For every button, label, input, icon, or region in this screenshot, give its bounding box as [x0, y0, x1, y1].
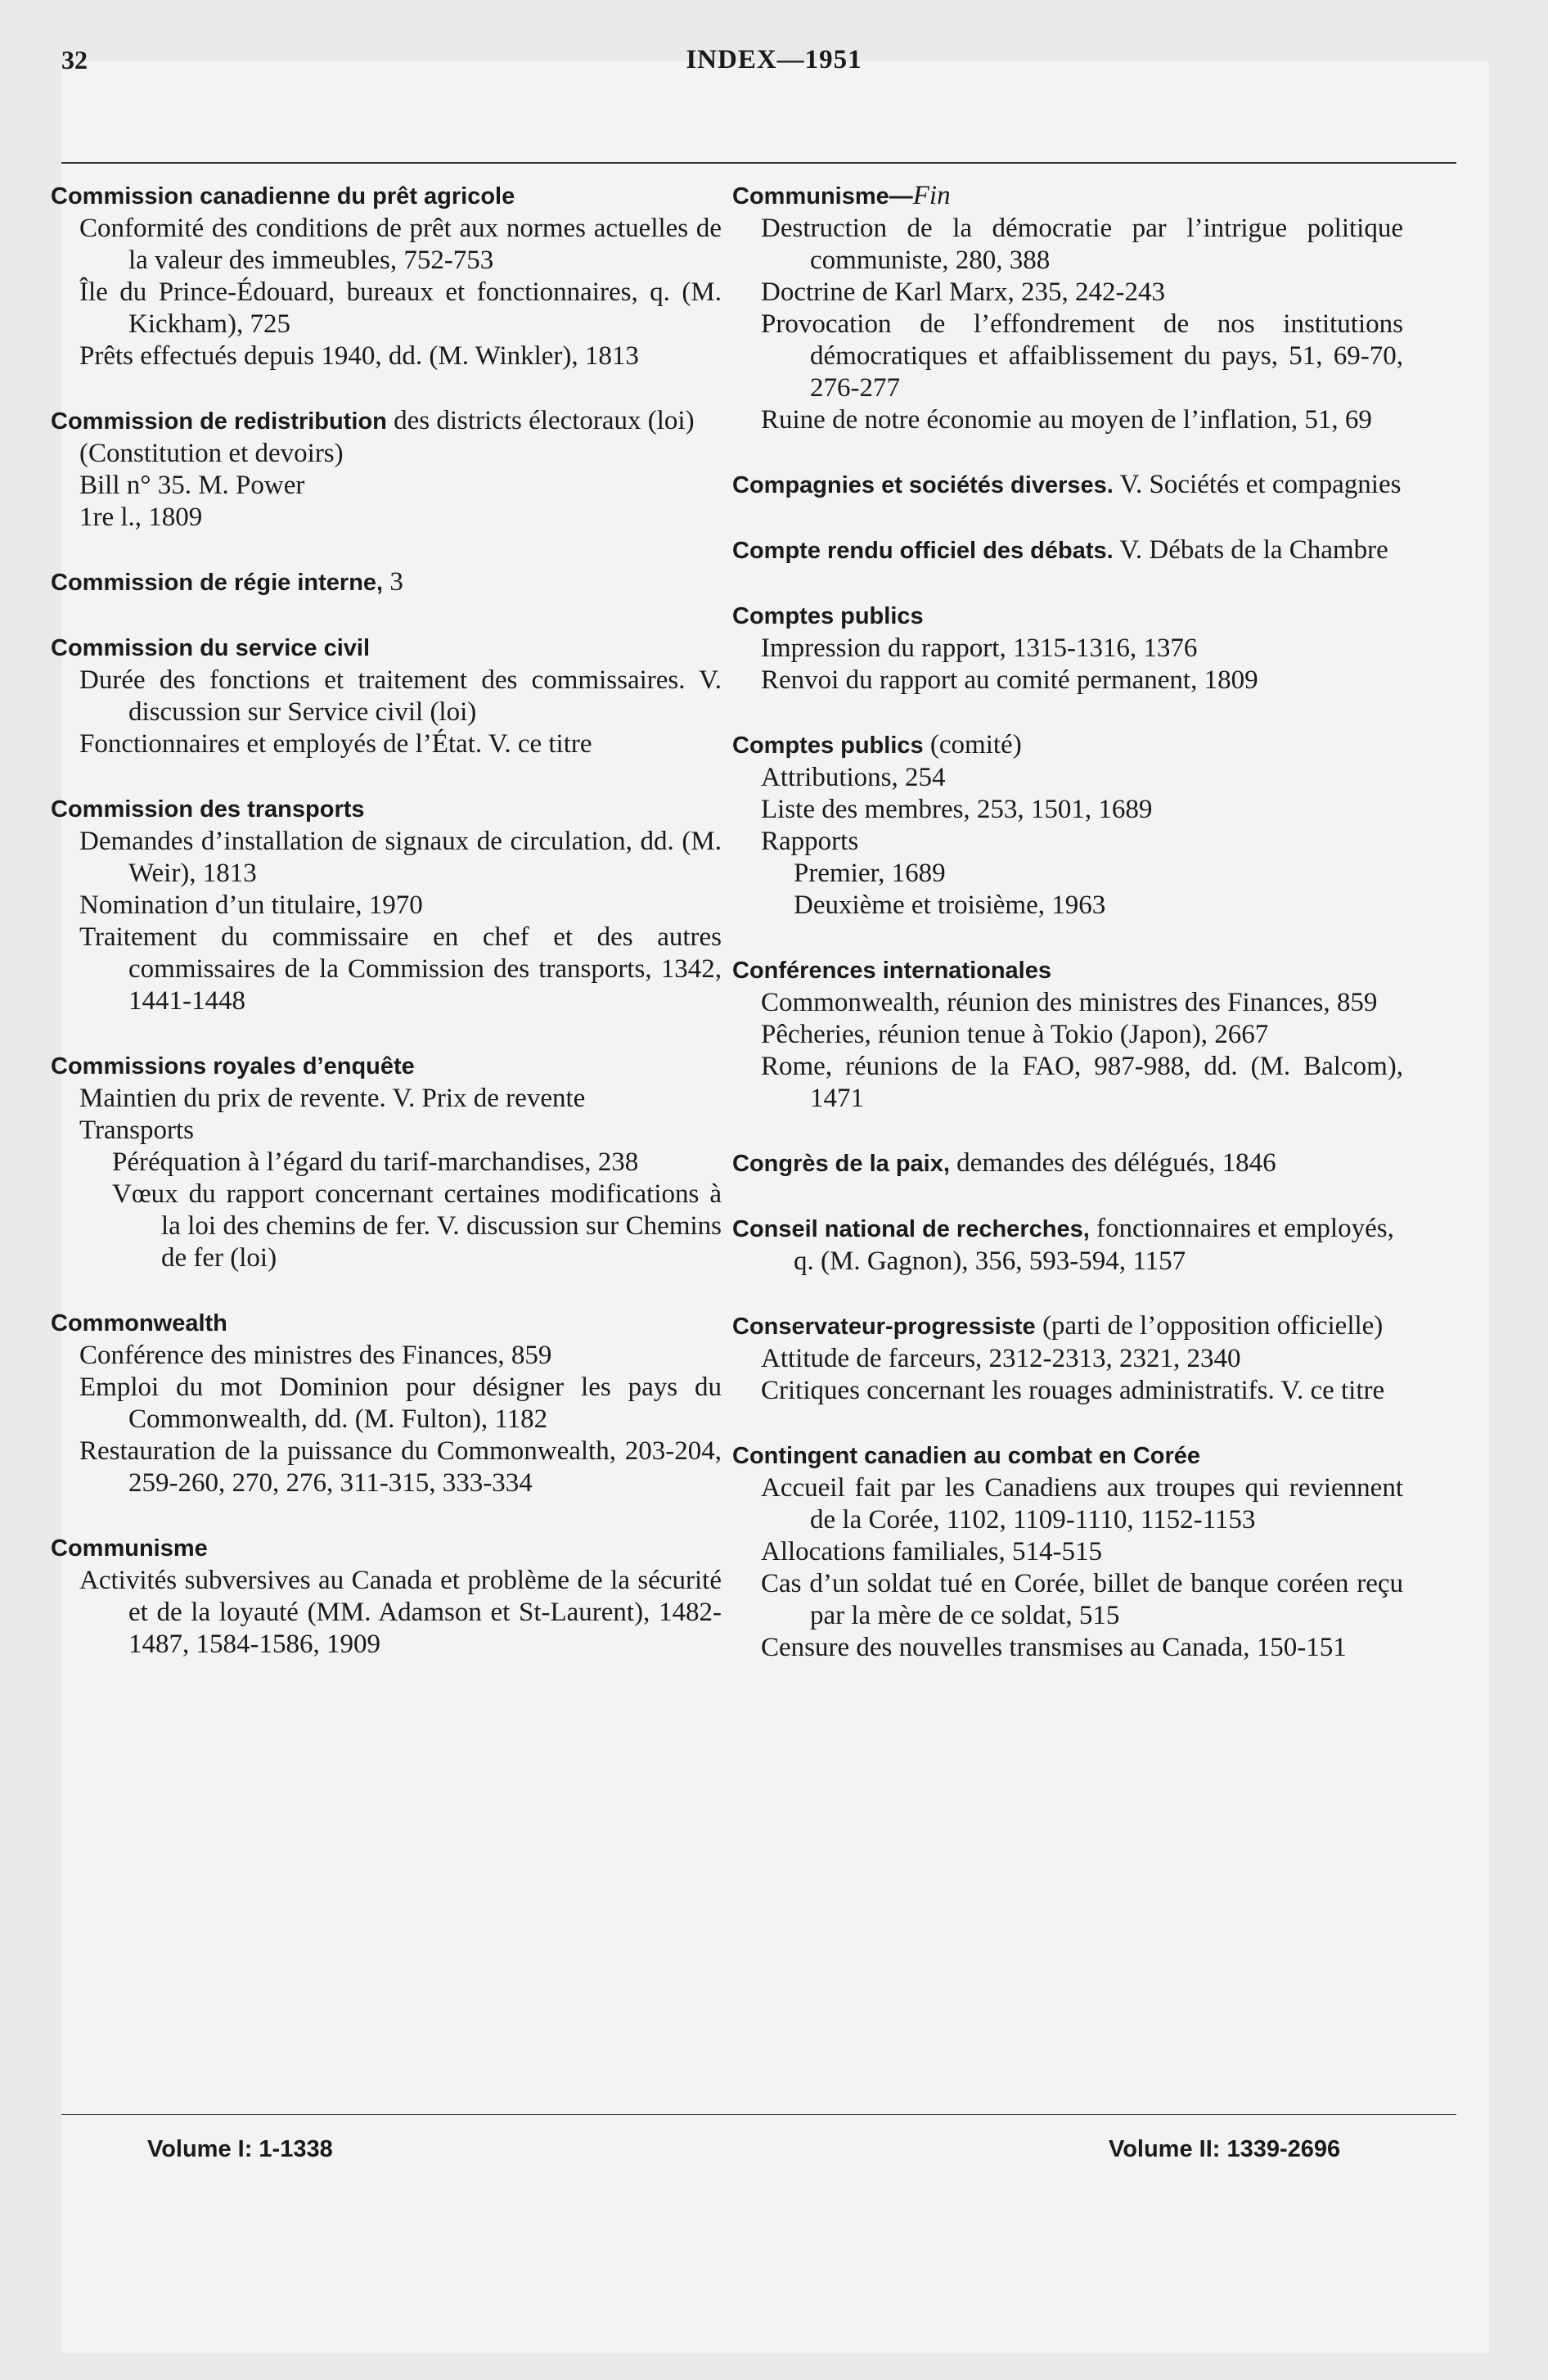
entry-heading-line — [51, 632, 722, 665]
entry-subheading: Maintien du prix de revente. V. Prix de revente — [79, 1084, 586, 1113]
entry-heading-italic: Fin — [912, 181, 951, 210]
entry-heading-line — [732, 1440, 1403, 1472]
entry-subheading: Transports — [79, 1116, 194, 1145]
entry-heading: Commission des transports — [51, 796, 365, 823]
entry-heading-line — [732, 469, 1403, 502]
index-entry — [51, 566, 722, 599]
index-entry — [51, 1050, 722, 1274]
entry-heading-tail: fonctionnaires et employés, q. (M. Gagnon), 356, 593-594, 1157 — [794, 1214, 1394, 1276]
entry-heading-line — [51, 180, 722, 213]
footer-rule — [61, 2114, 1456, 2115]
entry-heading-line — [51, 1532, 722, 1565]
entry-heading: Conseil national de recherches, — [732, 1216, 1090, 1242]
entry-heading: Compte rendu officiel des débats. — [732, 538, 1114, 564]
entry-subheading: Nomination d’un titulaire, 1970 — [79, 890, 423, 920]
entry-heading: Commission canadienne du prêt agricole — [51, 183, 515, 210]
entry-heading: Communisme— — [732, 183, 913, 210]
entry-subheading: Conférence des ministres des Finances, 859 — [79, 1341, 552, 1370]
entry-subheading: Ruine de notre économie au moyen de l’inflation, 51, 69 — [761, 405, 1372, 435]
entry-heading: Congrès de la paix, — [732, 1151, 950, 1177]
index-entry — [51, 1532, 722, 1661]
entry-subheading: Fonctionnaires et employés de l’État. V. ce titre — [79, 729, 592, 759]
entry-subsubheading: Vœux du rapport concernant certaines modifications à la loi des chemins de fer. V. discussion sur Chemins de fer (loi) — [112, 1179, 722, 1273]
entry-heading-line — [51, 1307, 722, 1340]
entry-heading: Comptes publics — [732, 732, 924, 759]
entry-heading-line — [732, 954, 1403, 987]
footer-right: Volume II: 1339-2696 — [1109, 2136, 1341, 2162]
entry-subheading: Provocation de l’effondrement de nos institutions démocratiques et affaiblissement du pays, 51, 69-70, 276-277 — [761, 309, 1403, 403]
entry-heading-line — [51, 405, 722, 438]
entry-heading-tail: demandes des délégués, 1846 — [949, 1148, 1276, 1178]
entry-subheading: Emploi du mot Dominion pour désigner les pays du Commonwealth, dd. (M. Fulton), 1182 — [79, 1373, 722, 1434]
entry-heading: Conférences internationales — [732, 958, 1051, 984]
entry-heading: Communisme — [51, 1535, 208, 1562]
entry-heading-line — [732, 729, 1403, 762]
entry-subheading: Renvoi du rapport au comité permanent, 1809 — [761, 665, 1258, 695]
entry-heading-line — [732, 1310, 1403, 1343]
entry-heading-line — [51, 793, 722, 826]
entry-subheading: Bill n° 35. M. Power — [79, 471, 305, 500]
entry-subheading: Liste des membres, 253, 1501, 1689 — [761, 795, 1153, 824]
index-entry — [51, 1307, 722, 1499]
entry-subheading: Cas d’un soldat tué en Corée, billet de banque coréen reçu par la mère de ce soldat, 515 — [761, 1569, 1403, 1630]
entry-subheading: Accueil fait par les Canadiens aux troupes qui reviennent de la Corée, 1102, 1109-1110, 1152-1153 — [761, 1473, 1403, 1535]
running-head: INDEX—1951 — [686, 45, 862, 74]
entry-heading: Commonwealth — [51, 1310, 227, 1336]
entry-subheading: Conformité des conditions de prêt aux normes actuelles de la valeur des immeubles, 752-753 — [79, 214, 722, 275]
entry-heading-tail: (comité) — [923, 730, 1022, 760]
entry-heading: Commission du service civil — [51, 635, 371, 661]
entry-subheading: Impression du rapport, 1315-1316, 1376 — [761, 633, 1198, 663]
index-entry — [732, 1147, 1403, 1180]
entry-subheading: Rome, réunions de la FAO, 987-988, dd. (M. Balcom), 1471 — [761, 1052, 1403, 1113]
entry-subheading: Île du Prince-Édouard, bureaux et fonctionnaires, q. (M. Kickham), 725 — [79, 277, 722, 339]
entry-heading: Commission de redistribution — [51, 408, 387, 435]
entry-subheading: Rapports — [761, 827, 859, 856]
entry-heading: Compagnies et sociétés diverses. — [732, 472, 1114, 498]
entry-heading-line — [732, 1213, 1403, 1278]
entry-heading-line — [732, 600, 1403, 633]
footer-left: Volume I: 1-1338 — [147, 2136, 333, 2162]
index-entry — [732, 1213, 1403, 1278]
entry-subheading: Doctrine de Karl Marx, 235, 242-243 — [761, 277, 1165, 307]
entry-heading-tail: (parti de l’opposition officielle) — [1035, 1311, 1384, 1341]
index-entry — [732, 469, 1403, 502]
index-entry — [51, 405, 722, 534]
entry-subsubheading: Deuxième et troisième, 1963 — [794, 890, 1106, 920]
entry-subheading: Pêcheries, réunion tenue à Tokio (Japon), 2667 — [761, 1020, 1269, 1049]
entry-heading-tail: des districts électoraux (loi) — [386, 406, 695, 435]
index-entry — [732, 954, 1403, 1115]
index-entry — [732, 1440, 1403, 1664]
entry-subsubheading: Premier, 1689 — [794, 859, 946, 888]
entry-subheading: Attributions, 254 — [761, 763, 946, 792]
right-column — [732, 180, 1403, 1697]
entry-subheading: Prêts effectués depuis 1940, dd. (M. Winkler), 1813 — [79, 341, 639, 371]
entry-heading-tail: V. Sociétés et compagnies — [1113, 470, 1402, 499]
entry-heading: Contingent canadien au combat en Corée — [732, 1443, 1201, 1469]
entry-subheading: Restauration de la puissance du Commonwealth, 203-204, 259-260, 270, 276, 311-315, 333-334 — [79, 1436, 722, 1498]
entry-subheading: (Constitution et devoirs) — [79, 439, 344, 468]
entry-heading: Conservateur-progressiste — [732, 1314, 1036, 1340]
entry-subheading: Censure des nouvelles transmises au Canada, 150-151 — [761, 1633, 1347, 1662]
entry-heading-line — [51, 1050, 722, 1083]
index-entry — [732, 1310, 1403, 1407]
entry-heading-line — [732, 534, 1403, 567]
entry-heading-line — [51, 566, 722, 599]
index-entry — [51, 793, 722, 1017]
entry-heading-tail: V. Débats de la Chambre — [1113, 535, 1388, 565]
entry-subheading: Critiques concernant les rouages administratifs. V. ce titre — [761, 1376, 1385, 1405]
index-entry — [732, 534, 1403, 567]
entry-subheading: Durée des fonctions et traitement des commissaires. V. discussion sur Service civil (loi) — [79, 665, 722, 727]
entry-subheading: Commonwealth, réunion des ministres des Finances, 859 — [761, 988, 1378, 1017]
entry-subheading: Activités subversives au Canada et problème de la sécurité et de la loyauté (MM. Adamson et St-Laurent), 1482-1487, 1584-1586, 1909 — [79, 1566, 722, 1659]
index-entry — [732, 180, 1403, 436]
index-entry — [732, 729, 1403, 922]
header-rule — [61, 162, 1456, 164]
entry-heading-tail: 3 — [383, 567, 403, 597]
index-entry — [51, 632, 722, 760]
entry-subsubheading: Péréquation à l’égard du tarif-marchandises, 238 — [112, 1147, 639, 1177]
page-number: 32 — [61, 45, 88, 74]
entry-heading: Commission de régie interne, — [51, 570, 384, 596]
entry-subheading: Attitude de farceurs, 2312-2313, 2321, 2340 — [761, 1344, 1241, 1373]
entry-heading-line — [732, 180, 1403, 213]
entry-heading: Comptes publics — [732, 603, 924, 629]
entry-heading: Commissions royales d’enquête — [51, 1053, 415, 1080]
entry-subheading: Traitement du commissaire en chef et des autres commissaires de la Commission des transports, 1342, 1441-1448 — [79, 922, 722, 1016]
left-column — [51, 180, 722, 1693]
entry-subheading: Demandes d’installation de signaux de circulation, dd. (M. Weir), 1813 — [79, 827, 722, 888]
entry-subheading: Allocations familiales, 514-515 — [761, 1537, 1102, 1566]
entry-heading-line — [732, 1147, 1403, 1180]
entry-subheading: 1re l., 1809 — [79, 503, 203, 532]
index-entry — [51, 180, 722, 372]
index-entry — [732, 600, 1403, 696]
entry-subheading: Destruction de la démocratie par l’intrigue politique communiste, 280, 388 — [761, 214, 1403, 275]
